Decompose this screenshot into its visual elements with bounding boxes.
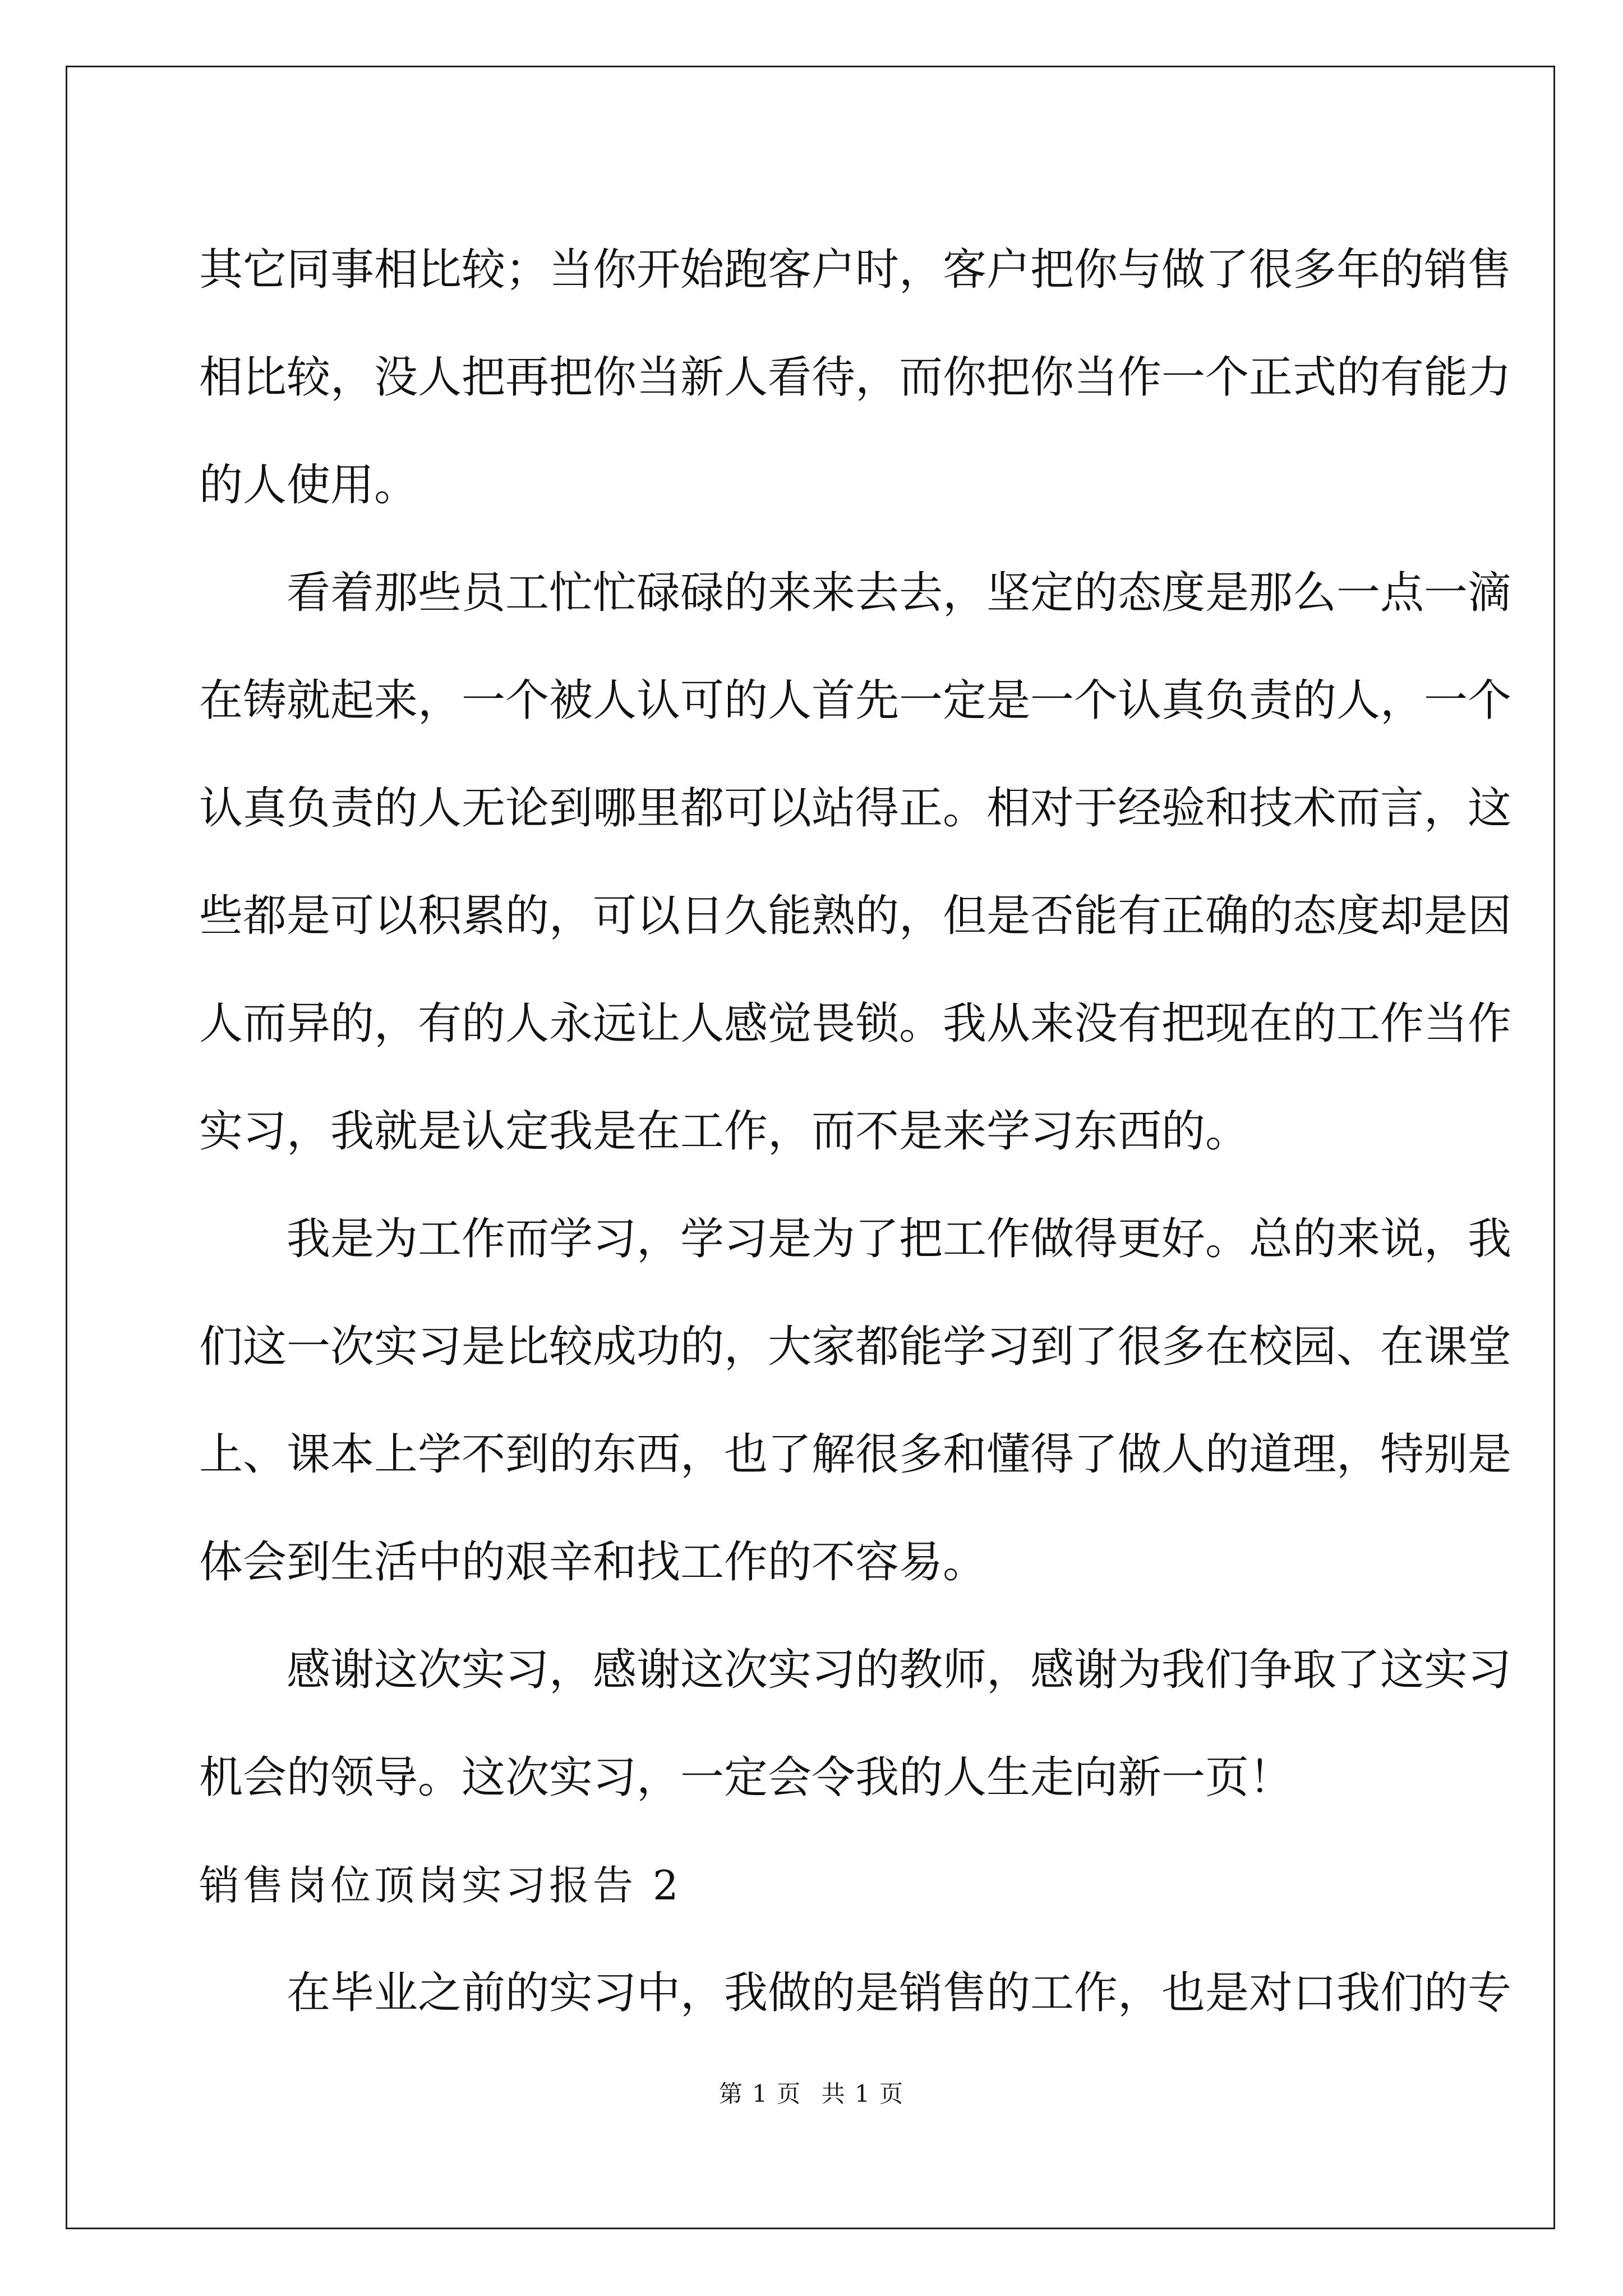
- paragraph: [199, 1616, 1512, 1832]
- page-number: 第 1 页: [718, 2080, 802, 2108]
- text-line: 感谢这次实习，感谢这次实习的教师，感谢为我们争取了这实习: [287, 1645, 1512, 1695]
- text-line: 其它同事相比较；当你开始跑客户时，客户把你与做了很多年的销售: [199, 245, 1512, 295]
- text-line: 们这一次实习是比较成功的，大家都能学习到了很多在校园、在课堂: [199, 1322, 1512, 1372]
- document-body: [199, 216, 1512, 2047]
- text-line: 在铸就起来，一个被人认可的人首先一定是一个认真负责的人，一个: [199, 675, 1512, 726]
- page-total: 共 1 页: [821, 2080, 905, 2108]
- paragraph: [199, 1939, 1512, 2047]
- paragraph: [199, 216, 1512, 539]
- text-line: 的人使用。: [199, 460, 418, 510]
- text-line: 在毕业之前的实习中，我做的是销售的工作，也是对口我们的专: [287, 1968, 1512, 2018]
- page-footer: [0, 2076, 1623, 2109]
- paragraph: [199, 539, 1512, 1185]
- text-line: 我是为工作而学习，学习是为了把工作做得更好。总的来说，我: [287, 1214, 1512, 1264]
- text-line: 认真负责的人无论到哪里都可以站得正。相对于经验和技术而言，这: [199, 783, 1512, 834]
- text-line: 上、课本上学不到的东西，也了解很多和懂得了做人的道理，特别是: [199, 1429, 1512, 1480]
- text-line: 相比较，没人把再把你当新人看待，而你把你当作一个正式的有能力: [199, 352, 1512, 403]
- text-line: 机会的领导。这次实习，一定会令我的人生走向新一页！: [199, 1752, 1293, 1803]
- paragraph: [199, 1185, 1512, 1616]
- section-heading: 销售岗位顶岗实习报告 2: [199, 1862, 682, 1909]
- text-line: 体会到生活中的艰辛和找工作的不容易。: [199, 1537, 987, 1588]
- text-line: 实习，我就是认定我是在工作，而不是来学习东西的。: [199, 1106, 1249, 1157]
- text-line: 些都是可以积累的，可以日久能熟的，但是否能有正确的态度却是因: [199, 891, 1512, 941]
- text-line: 人而异的，有的人永远让人感觉畏锁。我从来没有把现在的工作当作: [199, 999, 1512, 1049]
- text-line: 看着那些员工忙忙碌碌的来来去去，坚定的态度是那么一点一滴: [287, 568, 1512, 618]
